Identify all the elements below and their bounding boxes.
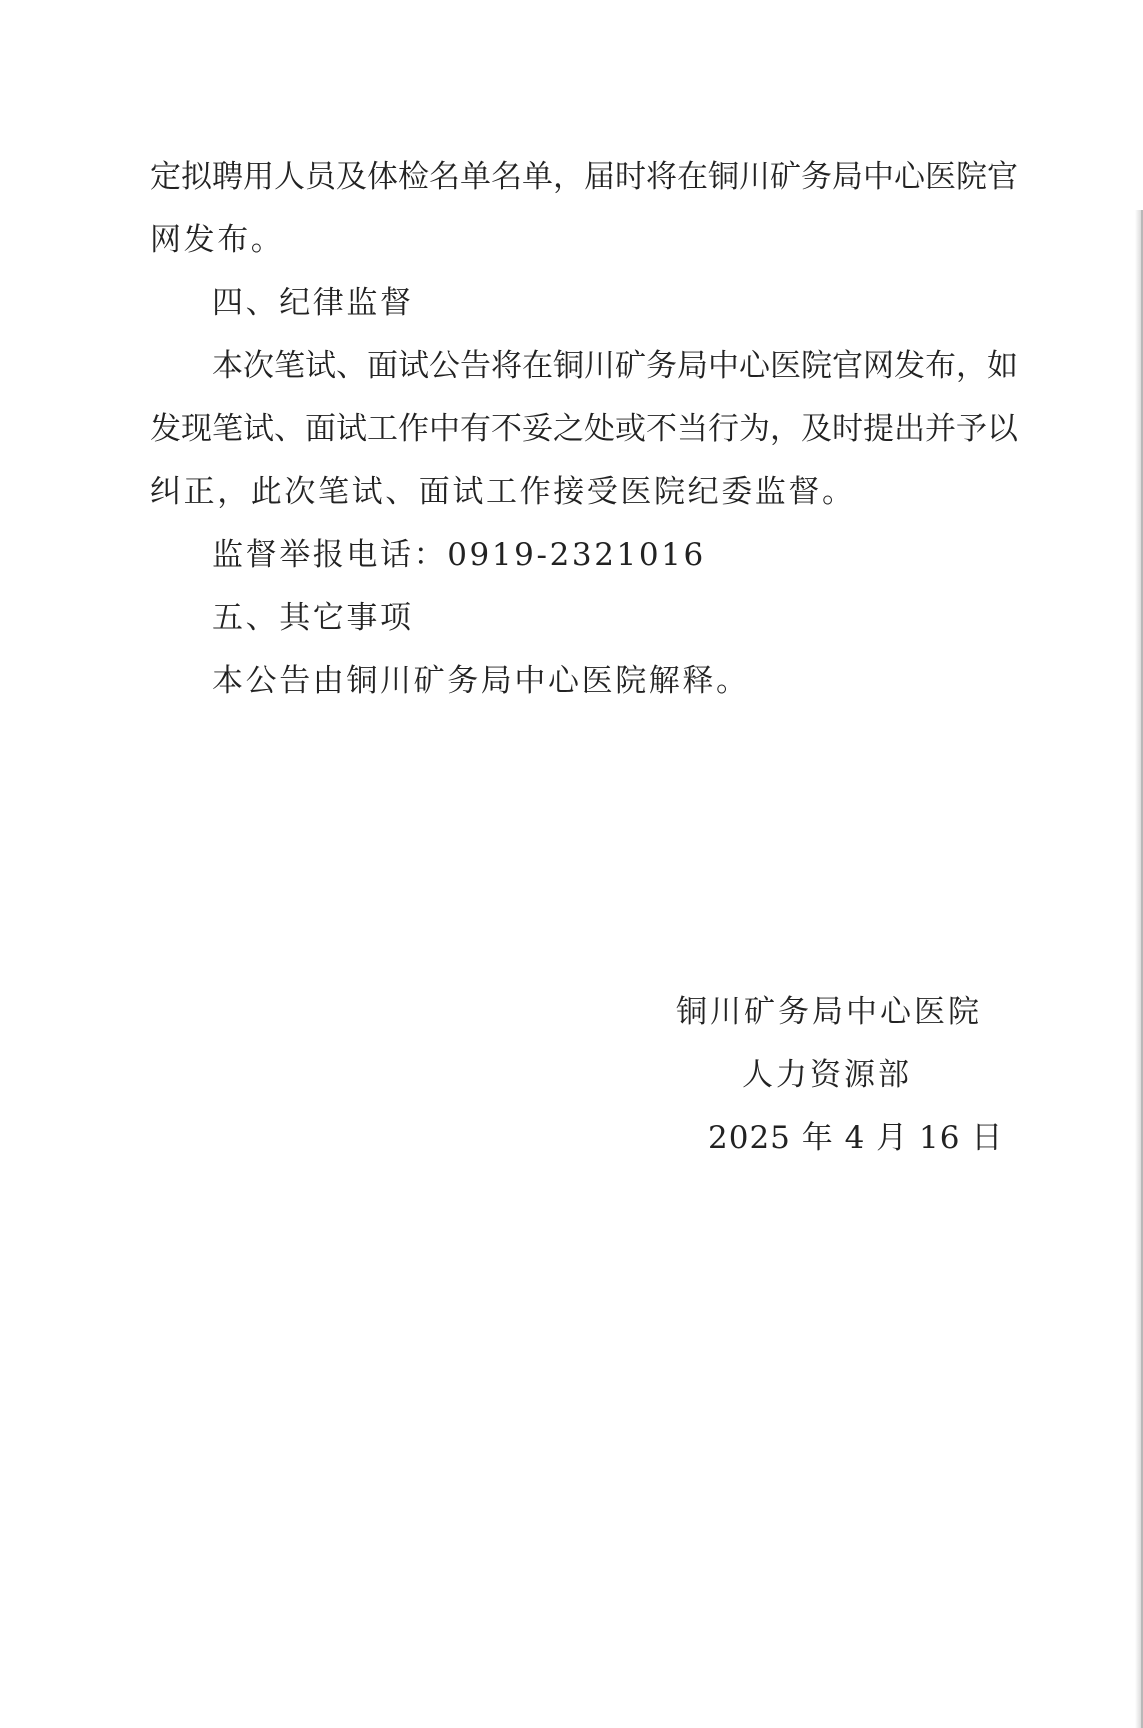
paragraph-1-line-2: 网发布。	[150, 222, 285, 258]
signature-date: 2025 年 4 月 16 日	[708, 1120, 1004, 1156]
signature-department: 人力资源部	[742, 1057, 912, 1093]
section-5-heading: 五、其它事项	[212, 600, 414, 636]
hotline-text: 监督举报电话：0919-2321016	[212, 537, 706, 573]
paragraph-3-line-1: 本公告由铜川矿务局中心医院解释。	[212, 663, 750, 699]
paragraph-2-line-2: 发现笔试、面试工作中有不妥之处或不当行为，及时提出并予以	[150, 411, 1018, 447]
paragraph-2-line-1: 本次笔试、面试公告将在铜川矿务局中心医院官网发布，如	[212, 348, 1018, 384]
section-4-heading: 四、纪律监督	[212, 285, 414, 321]
signature-organization: 铜川矿务局中心医院	[676, 994, 982, 1030]
paragraph-1-line-1: 定拟聘用人员及体检名单名单，届时将在铜川矿务局中心医院官	[150, 159, 1018, 195]
paragraph-2-line-3: 纠正，此次笔试、面试工作接受医院纪委监督。	[150, 474, 856, 510]
